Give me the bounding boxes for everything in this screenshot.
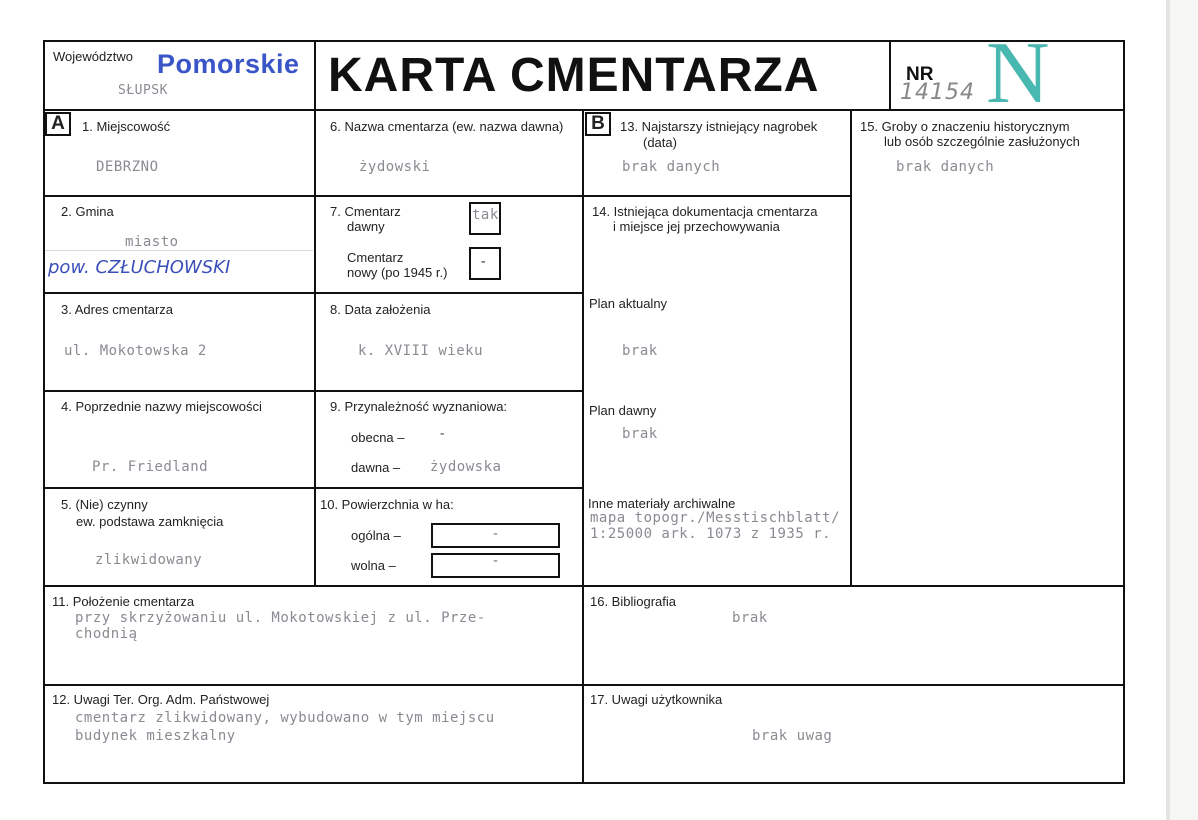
col-divider-c bbox=[850, 110, 852, 586]
field-10-wolna-value: - bbox=[491, 553, 500, 569]
field-16-label: 16. Bibliografia bbox=[590, 594, 676, 609]
field-14-label-sub: i miejsce jej przechowywania bbox=[613, 219, 780, 234]
field-7-nowy-sub: nowy (po 1945 r.) bbox=[347, 265, 448, 280]
field-10-ogolna-label: ogólna – bbox=[351, 528, 401, 543]
field-12-label: 12. Uwagi Ter. Org. Adm. Państwowej bbox=[52, 692, 270, 707]
header-divider bbox=[43, 109, 1125, 111]
col-divider-b bbox=[582, 110, 584, 784]
plan-dawny-value: brak bbox=[622, 426, 658, 442]
row-line-6 bbox=[43, 684, 1125, 686]
field-12-line1: cmentarz zlikwidowany, wybudowano w tym miejscu bbox=[75, 710, 495, 726]
section-a-marker: A bbox=[45, 112, 71, 136]
field-10-ogolna-value: - bbox=[491, 526, 500, 542]
field-13-label: 13. Najstarszy istniejący nagrobek bbox=[620, 119, 818, 134]
field-7-dawny-sub: dawny bbox=[347, 219, 385, 234]
nr-letter-stamp: N bbox=[986, 25, 1050, 122]
row-line-4 bbox=[43, 487, 583, 489]
field-10-label: 10. Powierzchnia w ha: bbox=[320, 497, 454, 512]
field-13-label-sub: (data) bbox=[643, 135, 677, 150]
section-b-marker: B bbox=[585, 112, 611, 136]
field-14-label: 14. Istniejąca dokumentacja cmentarza bbox=[592, 204, 818, 219]
paper-edge-shadow bbox=[1166, 0, 1170, 820]
field-9-dawna-value: żydowska bbox=[430, 459, 502, 475]
field-16-value: brak bbox=[732, 610, 768, 626]
field-11-line1: przy skrzyżowaniu ul. Mokotowskiej z ul. Prze- bbox=[75, 610, 486, 626]
field-17-value: brak uwag bbox=[752, 728, 833, 744]
field-11-line2: chodnią bbox=[75, 626, 138, 642]
field-9-obecna-value: - bbox=[438, 426, 447, 442]
field-9-label: 9. Przynależność wyznaniowa: bbox=[330, 399, 508, 414]
plan-aktualny-value: brak bbox=[622, 343, 658, 359]
header-vline-left bbox=[314, 40, 316, 110]
col-divider-a bbox=[314, 110, 316, 586]
wojewodztwo-stamp: Pomorskie bbox=[157, 49, 300, 79]
plan-aktualny-label: Plan aktualny bbox=[589, 296, 668, 311]
wojewodztwo-label: Województwo bbox=[53, 49, 133, 64]
field-2-faint-rule bbox=[45, 250, 313, 251]
field-3-label: 3. Adres cmentarza bbox=[61, 302, 173, 317]
field-7-nowy-label: Cmentarz bbox=[347, 250, 404, 265]
field-2-handwritten: pow. CZŁUCHOWSKI bbox=[48, 257, 231, 278]
field-5-label-sub: ew. podstawa zamknięcia bbox=[76, 514, 224, 529]
field-9-obecna-label: obecna – bbox=[351, 430, 405, 445]
field-5-value: zlikwidowany bbox=[95, 552, 203, 568]
inne-materialy-label: Inne materiały archiwalne bbox=[588, 496, 736, 511]
field-11-label: 11. Położenie cmentarza bbox=[52, 594, 195, 609]
field-10-wolna-label: wolna – bbox=[351, 558, 396, 573]
field-3-value: ul. Mokotowska 2 bbox=[64, 343, 207, 359]
field-2-value: miasto bbox=[125, 234, 179, 250]
field-8-label: 8. Data założenia bbox=[330, 302, 431, 317]
field-1-value: DEBRZNO bbox=[96, 159, 159, 175]
field-13-value: brak danych bbox=[622, 159, 721, 175]
row-line-2 bbox=[43, 292, 583, 294]
field-8-value: k. XVIII wieku bbox=[358, 343, 484, 359]
nr-value-handwritten: 14154 bbox=[900, 80, 975, 105]
field-2-label: 2. Gmina bbox=[61, 204, 114, 219]
inne-materialy-line2: 1:25000 ark. 1073 z 1935 r. bbox=[590, 526, 832, 542]
field-4-label: 4. Poprzednie nazwy miejscowości bbox=[61, 399, 262, 414]
field-17-label: 17. Uwagi użytkownika bbox=[590, 692, 723, 707]
row-line-3 bbox=[43, 390, 583, 392]
field-1-label: 1. Miejscowość bbox=[82, 119, 171, 134]
field-7-nowy-value: - bbox=[479, 254, 488, 270]
field-5-label: 5. (Nie) czynny bbox=[61, 497, 148, 512]
field-7-dawny-value: tak bbox=[472, 207, 499, 223]
field-15-value: brak danych bbox=[896, 159, 995, 175]
field-15-label: 15. Groby o znaczeniu historycznym bbox=[860, 119, 1070, 134]
field-6-label: 6. Nazwa cmentarza (ew. nazwa dawna) bbox=[330, 119, 564, 134]
field-12-line2: budynek mieszkalny bbox=[75, 728, 236, 744]
field-4-value: Pr. Friedland bbox=[92, 459, 209, 475]
card-title: KARTA CMENTARZA bbox=[328, 49, 820, 102]
row-line-1 bbox=[43, 195, 851, 197]
row-line-5 bbox=[43, 585, 1125, 587]
inne-materialy-line1: mapa topogr./Messtischblatt/ bbox=[590, 510, 841, 526]
nr-label: NR bbox=[906, 64, 934, 85]
field-6-value: żydowski bbox=[359, 159, 431, 175]
plan-dawny-label: Plan dawny bbox=[589, 403, 657, 418]
header-vline-right bbox=[889, 40, 891, 110]
wojewodztwo-typed: SŁUPSK bbox=[118, 83, 168, 98]
field-9-dawna-label: dawna – bbox=[351, 460, 401, 475]
field-15-label-sub: lub osób szczególnie zasłużonych bbox=[884, 134, 1080, 149]
field-7-label: 7. Cmentarz bbox=[330, 204, 401, 219]
